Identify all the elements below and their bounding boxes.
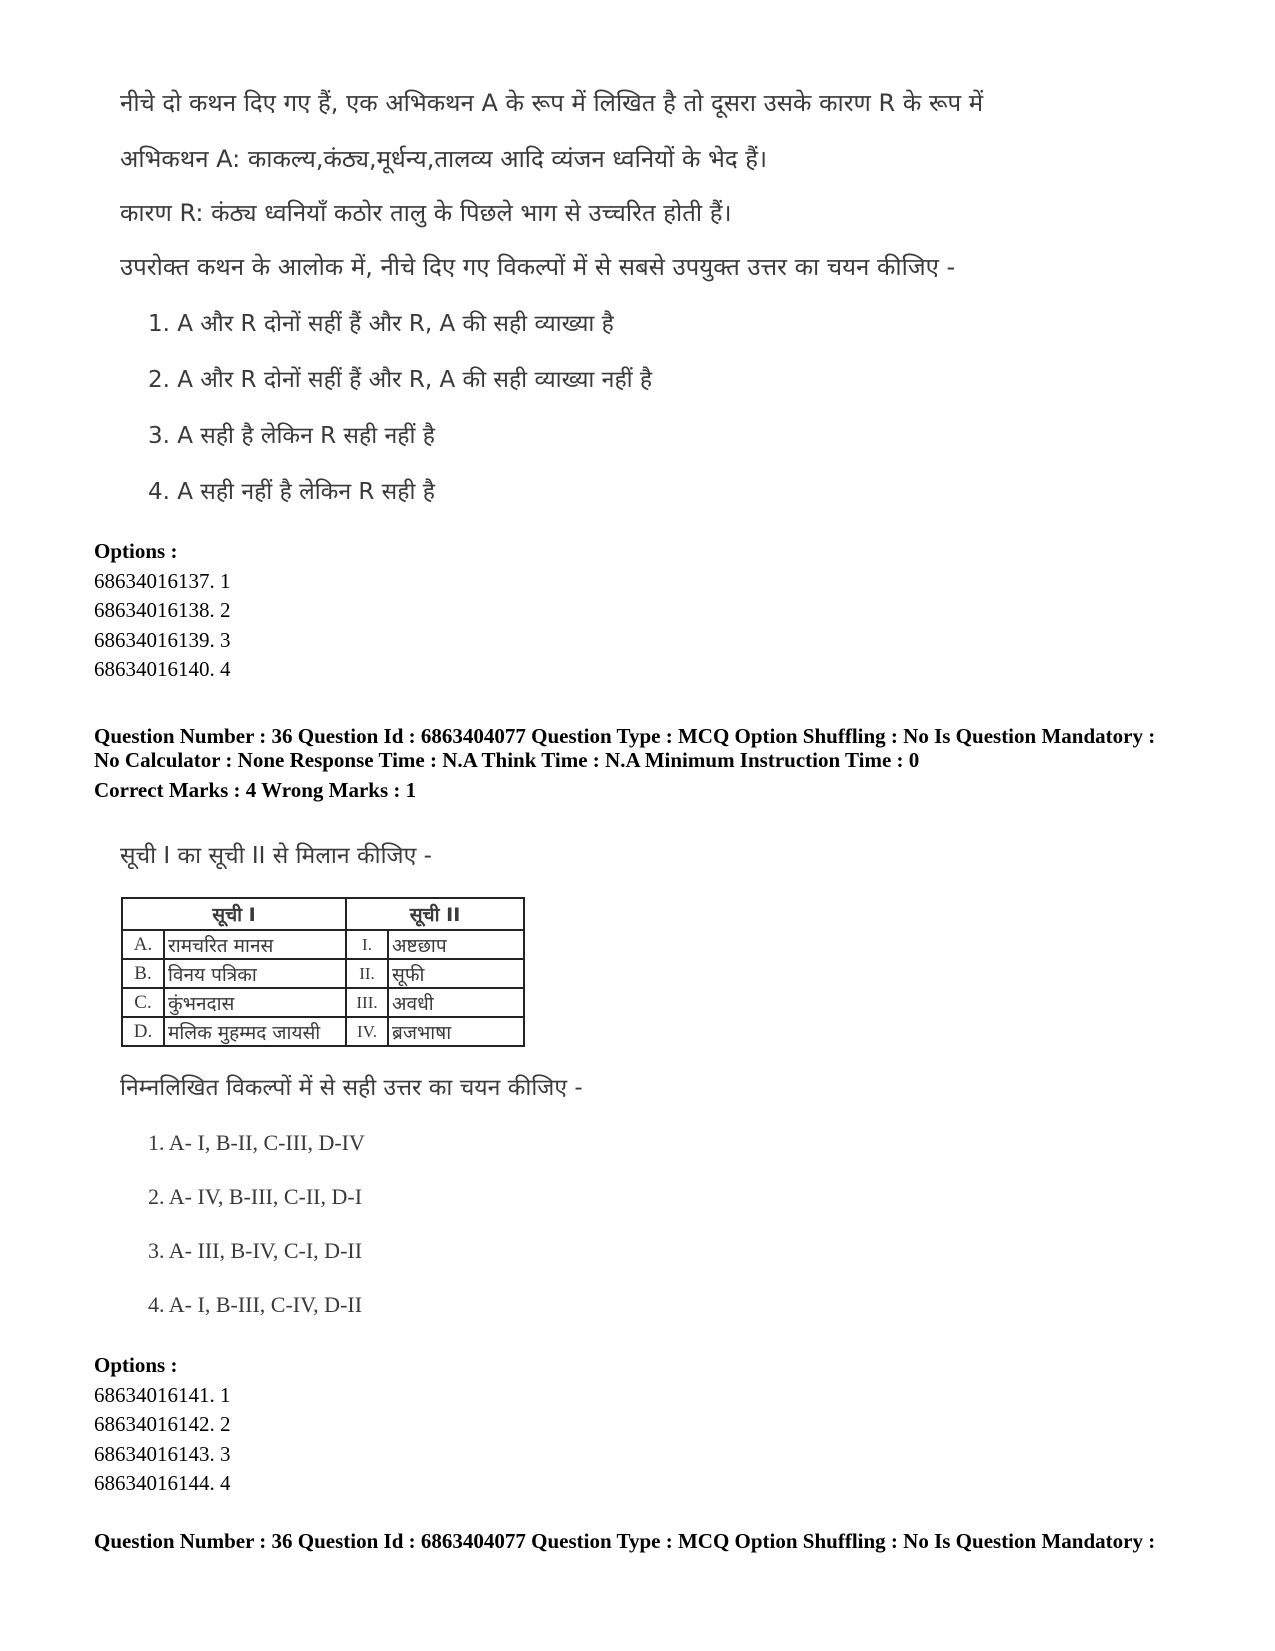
q36-choice-3: 3. A- III, B-IV, C-I, D-II [148, 1238, 363, 1263]
list-1-key: B. [122, 959, 164, 988]
list-2-key: III. [346, 988, 388, 1017]
list-1-value: विनय पत्रिका [164, 959, 346, 988]
list-2-value: सूफी [388, 959, 524, 988]
q36-choice-2: 2. A- IV, B-III, C-II, D-I [148, 1184, 363, 1209]
table-row [122, 988, 524, 1017]
q35-choice-3: 3. A सही है लेकिन R सही नहीं है [148, 423, 435, 449]
list-2-header: सूची II [346, 898, 524, 930]
list-1-header: सूची I [122, 898, 346, 930]
match-table [121, 897, 525, 1047]
match-table-header [122, 898, 524, 930]
q36-choice-1: 1. A- I, B-II, C-III, D-IV [148, 1130, 365, 1155]
list-2-value: ब्रजभाषा [388, 1017, 524, 1046]
list-2-value: अष्टछाप [388, 930, 524, 959]
q36-prompt: सूची I का सूची II से मिलान कीजिए - [120, 843, 432, 869]
next-question-meta: Question Number : 36 Question Id : 6863404077 Question Type : MCQ Option Shuffling : No Is Question Mandatory : [94, 1529, 1156, 1553]
table-row [122, 930, 524, 959]
q35-options-list [94, 537, 231, 685]
options-label: Options : [94, 539, 178, 563]
option-id-3: 68634016139. 3 [94, 627, 231, 652]
q35-instruction: उपरोक्त कथन के आलोक में, नीचे दिए गए विकल्पों में से सबसे उपयुक्त उत्तर का चयन कीजिए - [120, 253, 956, 281]
list-1-key: D. [122, 1017, 164, 1046]
q36-meta-line-1: Question Number : 36 Question Id : 6863404077 Question Type : MCQ Option Shuffling : No Is Question Mandatory : [94, 724, 1156, 748]
q36-choice-4: 4. A- I, B-III, C-IV, D-II [148, 1292, 363, 1317]
list-1-value: मलिक मुहम्मद जायसी [164, 1017, 346, 1046]
list-2-key: IV. [346, 1017, 388, 1046]
q35-reason: कारण R: कंठ्य ध्वनियाँ कठोर तालु के पिछले भाग से उच्चरित होती हैं। [120, 199, 732, 227]
list-1-value: कुंभनदास [164, 988, 346, 1017]
option-id-4: 68634016144. 4 [94, 1471, 231, 1495]
options-label: Options : [94, 1353, 178, 1377]
q36-options-list [94, 1351, 231, 1499]
list-1-key: C. [122, 988, 164, 1017]
option-id-2: 68634016142. 2 [94, 1412, 231, 1436]
list-1-value: रामचरित मानस [164, 930, 346, 959]
list-2-value: अवधी [388, 988, 524, 1017]
table-row [122, 1017, 524, 1046]
option-id-3: 68634016143. 3 [94, 1441, 231, 1466]
q35-choice-4: 4. A सही नहीं है लेकिन R सही है [148, 479, 435, 505]
q35-choice-2: 2. A और R दोनों सहीं हैं और R, A की सही व्याख्या नहीं है [148, 367, 653, 393]
q36-meta-line-2: No Calculator : None Response Time : N.A Think Time : N.A Minimum Instruction Time : 0 [94, 748, 920, 772]
option-id-1: 68634016141. 1 [94, 1382, 231, 1407]
q35-statement-intro: नीचे दो कथन दिए गए हैं, एक अभिकथन A के रूप में लिखित है तो दूसरा उसके कारण R के रूप में [120, 89, 984, 117]
option-id-2: 68634016138. 2 [94, 598, 231, 622]
list-2-key: II. [346, 959, 388, 988]
list-2-key: I. [346, 930, 388, 959]
q36-marks: Correct Marks : 4 Wrong Marks : 1 [94, 778, 417, 802]
option-id-4: 68634016140. 4 [94, 657, 231, 681]
list-1-key: A. [122, 930, 164, 959]
table-row [122, 959, 524, 988]
option-id-1: 68634016137. 1 [94, 568, 231, 593]
q36-instruction: निम्नलिखित विकल्पों में से सही उत्तर का चयन कीजिए - [120, 1075, 583, 1101]
q35-choice-1: 1. A और R दोनों सहीं हैं और R, A की सही व्याख्या है [148, 311, 614, 337]
q35-assertion: अभिकथन A: काकल्य,कंठ्य,मूर्धन्य,तालव्य आदि व्यंजन ध्वनियों के भेद हैं। [120, 145, 768, 173]
